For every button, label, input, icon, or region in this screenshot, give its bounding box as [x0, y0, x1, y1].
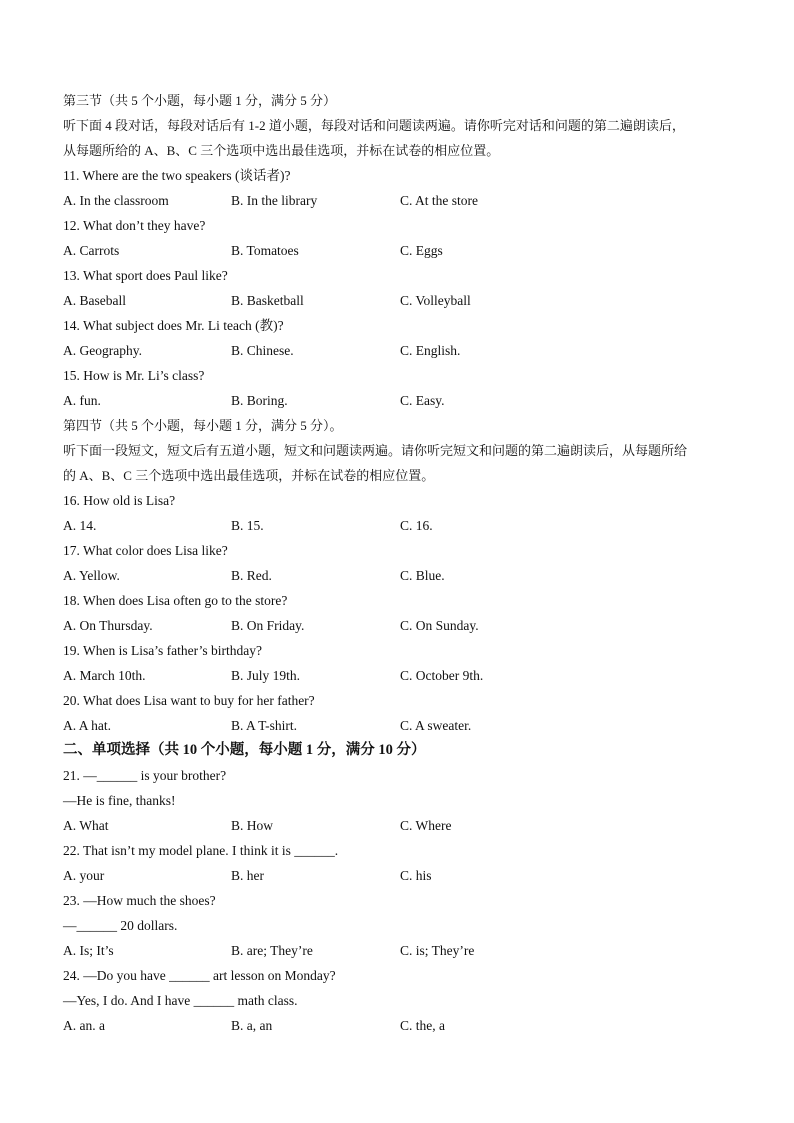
option-b: B. Boring.	[231, 393, 288, 408]
question-options	[63, 288, 743, 313]
option-a: A. fun.	[63, 393, 101, 408]
question-options	[63, 938, 743, 963]
option-a: A. Geography.	[63, 343, 142, 358]
question-dialogue-line: —He is fine, thanks!	[63, 793, 176, 808]
option-b: B. On Friday.	[231, 618, 305, 633]
section-3-heading: 第三节（共 5 个小题，每小题 1 分，满分 5 分）	[63, 93, 337, 108]
option-b: B. Chinese.	[231, 343, 294, 358]
question-options	[63, 563, 743, 588]
question-options	[63, 613, 743, 638]
question-options	[63, 188, 743, 213]
question-stem: 22. That isn’t my model plane. I think it is ______.	[63, 843, 339, 858]
question-stem: 17. What color does Lisa like?	[63, 543, 228, 558]
section-3-instructions-line: 听下面 4 段对话，每段对话后有 1-2 道小题，每段对话和问题读两遍。请你听完对话和问题的第二遍朗读后，	[63, 118, 685, 133]
option-c: C. 16.	[400, 518, 433, 533]
question-stem: 18. When does Lisa often go to the store?	[63, 593, 288, 608]
option-c: C. Blue.	[400, 568, 445, 583]
option-b: B. Red.	[231, 568, 272, 583]
option-b: B. a, an	[231, 1018, 273, 1033]
section-4-instructions-line: 的 A、B、C 三个选项中选出最佳选项，并标在试卷的相应位置。	[63, 468, 435, 483]
option-c: C. English.	[400, 343, 461, 358]
option-a: A. Baseball	[63, 293, 126, 308]
option-a: A. A hat.	[63, 718, 112, 733]
option-c: C. A sweater.	[400, 718, 472, 733]
option-c: C. On Sunday.	[400, 618, 479, 633]
question-options	[63, 663, 743, 688]
option-c: C. Volleyball	[400, 293, 471, 308]
question-options	[63, 338, 743, 363]
option-b: B. her	[231, 868, 264, 883]
option-c: C. Where	[400, 818, 452, 833]
option-a: A. an. a	[63, 1018, 105, 1033]
question-options	[63, 713, 743, 738]
question-stem: 14. What subject does Mr. Li teach (教)?	[63, 318, 284, 333]
option-a: A. What	[63, 818, 109, 833]
option-a: A. On Thursday.	[63, 618, 153, 633]
option-c: C. the, a	[400, 1018, 445, 1033]
question-options	[63, 813, 743, 838]
question-stem: 19. When is Lisa’s father’s birthday?	[63, 643, 262, 658]
section-3-instructions-line: 从每题所给的 A、B、C 三个选项中选出最佳选项，并标在试卷的相应位置。	[63, 143, 500, 158]
question-stem: 24. —Do you have ______ art lesson on Monday?	[63, 968, 336, 983]
question-stem: 20. What does Lisa want to buy for her father?	[63, 693, 315, 708]
option-a: A. Is; It’s	[63, 943, 114, 958]
question-stem: 11. Where are the two speakers (谈话者)?	[63, 168, 291, 183]
option-b: B. How	[231, 818, 274, 833]
question-stem: 16. How old is Lisa?	[63, 493, 176, 508]
option-a: A. In the classroom	[63, 193, 169, 208]
question-stem: 23. —How much the shoes?	[63, 893, 216, 908]
option-b: B. Tomatoes	[231, 243, 299, 258]
option-a: A. your	[63, 868, 105, 883]
question-stem: 12. What don’t they have?	[63, 218, 206, 233]
section-4-heading: 第四节（共 5 个小题，每小题 1 分，满分 5 分）。	[63, 418, 343, 433]
option-c: C. Eggs	[400, 243, 443, 258]
option-b: B. July 19th.	[231, 668, 301, 683]
question-stem: 21. —______ is your brother?	[63, 768, 227, 783]
question-options	[63, 238, 743, 263]
option-c: C. October 9th.	[400, 668, 484, 683]
option-c: C. is; They’re	[400, 943, 475, 958]
question-options	[63, 1013, 743, 1038]
option-c: C. Easy.	[400, 393, 445, 408]
question-options	[63, 863, 743, 888]
part-2-heading: 二、单项选择（共 10 个小题，每小题 1 分，满分 10 分）	[63, 742, 426, 758]
option-b: B. are; They’re	[231, 943, 313, 958]
option-b: B. 15.	[231, 518, 264, 533]
option-b: B. A T-shirt.	[231, 718, 298, 733]
question-dialogue-line: —______ 20 dollars.	[63, 918, 178, 933]
question-options	[63, 513, 743, 538]
section-4-instructions-line: 听下面一段短文，短文后有五道小题，短文和问题读两遍。请你听完短文和问题的第二遍朗读后，从每题所给	[63, 443, 688, 458]
option-a: A. March 10th.	[63, 668, 146, 683]
option-b: B. Basketball	[231, 293, 304, 308]
option-a: A. 14.	[63, 518, 97, 533]
question-dialogue-line: —Yes, I do. And I have ______ math class.	[63, 993, 298, 1008]
page-content	[63, 88, 743, 1038]
option-a: A. Carrots	[63, 243, 120, 258]
question-stem: 13. What sport does Paul like?	[63, 268, 228, 283]
question-options	[63, 388, 743, 413]
option-a: A. Yellow.	[63, 568, 120, 583]
option-c: C. his	[400, 868, 432, 883]
option-c: C. At the store	[400, 193, 478, 208]
question-stem: 15. How is Mr. Li’s class?	[63, 368, 205, 383]
option-b: B. In the library	[231, 193, 318, 208]
